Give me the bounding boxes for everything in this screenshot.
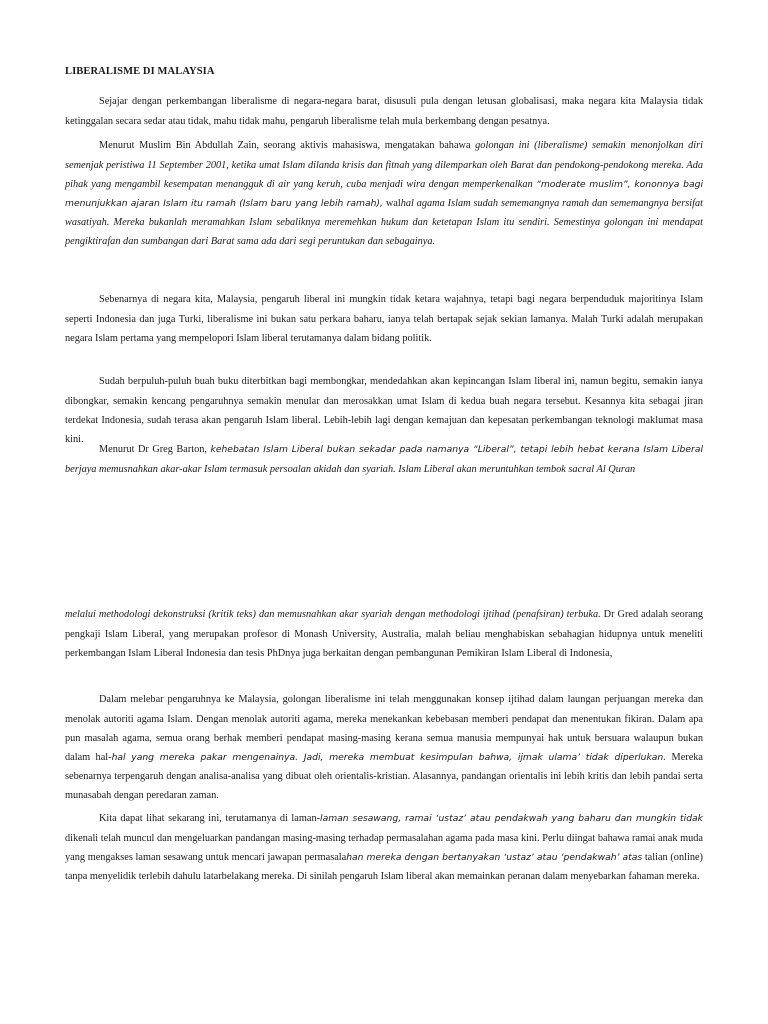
paragraph-7-handwritten: hal yang mereka pakar mengenainya. Jadi, mereka membuat kesimpulan bahwa, ijmak ulama’ tidak diperlukan. — [111, 751, 667, 763]
paragraph-8-text-c: dikenali telah muncul dan mengeluarkan pandangan masing-masing terhadap permasalahan agama pada masa kini. Perlu diingat bahawa ramai anak muda yang mengakses laman sesawang untuk mencari jawapan permasala — [65, 832, 703, 863]
paragraph-6-italic: melalui methodologi dekonstruksi (kritik teks) dan memusnahkan akar syariah dengan methodologi ijtihad (penafsiran) terbuka. — [65, 609, 601, 621]
paragraph-6 — [65, 605, 703, 663]
paragraph-7-text-a: Dalam melebar pengaruhnya ke Malaysia, golongan liberalisme ini telah menggunakan konsep ijtihad dalam laungan perjuangan mereka dan menolak autoriti agama Islam. Dengan menolak autoriti agama, mereka menekankan kebebasan memberi pendapat dan menentukan fikiran. Dalam apa pun masalah agama, semua orang berhak memberi pendapat masing-masing kerana semua manusia mempunyai hak untuk bersuara walaupun bukan dalam hal- — [65, 694, 703, 763]
paragraph-2-handwritten: “moderate muslim”, kononnya bagi menunjukkan ajaran Islam itu ramah (Islam baru yang lebih ramah), — [65, 178, 704, 209]
paragraph-4 — [65, 372, 703, 449]
paragraph-7-text-c: Mereka sebenarnya terpengaruh dengan analisa-analisa yang dibuat oleh orientalis-kristian. Alasannya, pandangan orientalis ini lebih kritis dan lebih pandai serta munasabah dengan peredaran zaman. — [65, 751, 703, 802]
paragraph-6-text: Dr Gred adalah seorang pengkaji Islam Liberal, yang merupakan profesor di Monash University, Australia, malah beliau menghabiskan sebahagian hidupnya untuk meneliti perkembangan Islam Liberal Indonesia dan tesis PhDnya juga berkaitan dengan pembangunan Pemikiran Islam Liberal di Indonesia, — [65, 609, 703, 659]
paragraph-8 — [65, 809, 703, 886]
paragraph-1-text: Sejajar dengan perkembangan liberalisme di negara-negara barat, disusuli pula dengan letusan globalisasi, maka negara kita Malaysia tidak ketinggalan secara sedar atau tidak, mahu tidak mahu, pengaruh liberalisme telah mula berkembang dengan pesatnya. — [65, 96, 703, 127]
paragraph-4-text: Sudah berpuluh-puluh buah buku diterbitkan bagi membongkar, mendedahkan akan kepincangan Islam liberal ini, namun begitu, semakin ianya dibongkar, semakin kencang pengaruhnya semakin menular dan merosakkan umat Islam di kedua buah negara tersebut. Kesannya kita sebagai jiran terdekat Indonesia, sudah terasa akan pengaruh Islam liberal. Lebih-lebih lagi dengan kemajuan dan kepesatan perkembangan teknologi maklumat masa kini. — [65, 376, 703, 445]
paragraph-2-text-a: Menurut Muslim Bin Abdullah Zain, seorang aktivis mahasiswa, mengatakan bahawa — [99, 140, 476, 152]
paragraph-1 — [65, 92, 703, 130]
paragraph-5-handwritten: kehebatan Islam Liberal bukan sekadar pada namanya “Liberal”, tetapi lebih hebat kerana Islam Liberal — [210, 444, 703, 456]
paragraph-3 — [65, 290, 703, 348]
paragraph-8-text-e: talian (online) tanpa menyelidik terlebih dahulu latarbelakang mereka. Di sinilah pengaruh Islam liberal akan memainkan peranan dalam menyebarkan fahaman mereka. — [65, 851, 703, 882]
paragraph-2 — [65, 136, 703, 251]
paragraph-5-italic: berjaya memusnahkan akar-akar Islam termasuk persoalan akidah dan syariah. Islam Liberal akan meruntuhkan tembok sacral Al Quran — [65, 463, 636, 475]
paragraph-8-handwritten-2: han mereka dengan bertanyakan ‘ustaz’ atau ‘pendakwah’ atas — [346, 851, 643, 863]
paragraph-5-text-a: Menurut Dr Greg Barton, — [99, 444, 211, 456]
paragraph-7 — [65, 690, 703, 805]
paragraph-2-italic: golongan ini (liberalisme) semakin menonjolkan diri semenjak peristiwa 11 September 2001, ketika umat Islam dilanda krisis dan fitnah yang dilemparkan oleh Barat dan pendokong-pendokong mereka. Ada pihak yang mengambil kesempatan menangguk di air yang keruh, cuba menjadi wira dengan memperkenalkan — [65, 140, 703, 190]
document-title: LIBERALISME DI MALAYSIA — [65, 66, 215, 77]
paragraph-3-text: Sebenarnya di negara kita, Malaysia, pengaruh liberal ini mungkin tidak ketara wajahnya, tetapi bagi negara berpenduduk majoritinya Islam seperti Indonesia dan juga Turki, liberalisme ini bukan satu perkara baharu, ianya telah bertapak sejak sekian lamanya. Malah Turki adalah merupakan negara Islam pertama yang mempelopori Islam liberal terutamanya dalam bidang politik. — [65, 294, 703, 344]
paragraph-8-text-a: Kita dapat lihat sekarang ini, terutamanya di laman- — [99, 813, 321, 825]
paragraph-2-text-d: wal — [382, 197, 401, 209]
paragraph-8-handwritten-1: laman sesawang, ramai ‘ustaz’ atau pendakwah yang baharu dan mungkin tidak — [320, 813, 703, 825]
paragraph-2-italic-end: hal agama Islam sudah sememangnya ramah dan sememangnya bersifat wasatiyah. Mereka bukanlah meramahkan Islam sebaliknya meremehkan hukum dan ketetapan Islam itu sendiri. Semestinya golongan ini mendapat pengiktirafan dan sumbangan dari Barat sama ada dari segi peruntukan dan sebagainya. — [65, 197, 703, 248]
paragraph-5 — [65, 440, 703, 478]
